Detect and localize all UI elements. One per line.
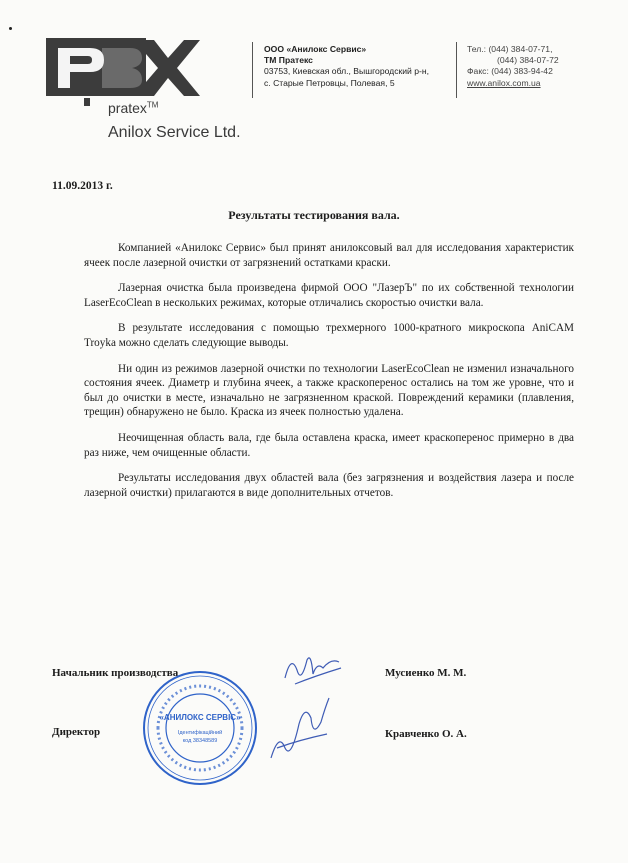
address-line-1: 03753, Киевская обл., Вышгородский р-н, [264, 66, 430, 77]
paragraph: Ни один из режимов лазерной очистки по технологии LaserEcoClean не изменил изначального состояния ячеек. Диаметр и глубина ячеек, а также краскоперенос остались на том же уровне, что и был до очистки в месте, изначально не загрязненном краской. Повреждений керамики (плавления, трещин) обнаружено не было. Краска из ячеек полностью удалена. [84, 362, 574, 419]
stamp-line-2: код 38348589 [182, 738, 218, 744]
scan-speck [9, 27, 12, 30]
website-link[interactable]: www.anilox.com.ua [467, 77, 541, 88]
divider-left [252, 42, 253, 98]
paragraph: Компанией «Анилокс Сервис» был принят анилоксовый вал для исследования характеристик ячеек после лазерной очистки от загрязнений остатками краски. [84, 242, 574, 269]
company-name: ООО «Анилокс Сервис» [264, 44, 367, 54]
phone-1: Тел.: (044) 384-07-71, [467, 44, 553, 54]
company-trademark: ТМ Пратекс [264, 55, 313, 66]
paragraph: Лазерная очистка была произведена фирмой ООО "ЛазерЪ" по их собственной технологии LaserEcoClean в нескольких режимах, которые отличались скоростью очистки вала. [84, 282, 574, 309]
brand-tagline: Anilox Service Ltd. [108, 124, 241, 141]
letter-title: Результаты тестирования вала. [228, 208, 400, 222]
handwritten-signatures [255, 648, 375, 766]
paragraph: В результате исследования с помощью трехмерного 1000-кратного микроскопа AniCAM Troyka можно сделать следующие выводы. [84, 322, 574, 349]
brand-text: pratex [108, 100, 147, 116]
company-block [264, 44, 429, 89]
signature-name-1: Мусиенко М. М. [385, 667, 467, 679]
signature-role-2: Директор [52, 726, 101, 738]
phone-2: (044) 384-07-72 [497, 55, 559, 66]
stamp-center-text: «АНИЛОКС СЕРВІС» [159, 713, 241, 722]
paragraph: Результаты исследования двух областей вала (без загрязнения и воздействия лазера и после лазерной очистки) прилагаются в виде дополнительных отчетов. [84, 472, 574, 499]
signature-name-2: Кравченко О. А. [385, 728, 467, 740]
address-line-2: с. Старые Петровцы, Полевая, 5 [264, 77, 395, 88]
paragraph: Неочищенная область вала, где была оставлена краска, имеет краскоперенос примерно в два раз ниже, чем очищенные области. [84, 431, 574, 459]
brand-tm: TM [146, 100, 159, 110]
signature-role-1: Начальник производства [52, 667, 179, 679]
contacts-block [467, 44, 559, 89]
letter-date: 11.09.2013 г. [52, 180, 113, 192]
company-stamp [140, 668, 260, 788]
brand-name [108, 100, 158, 116]
letter-body [84, 241, 574, 511]
stamp-line-1: Ідентифікаційний [177, 730, 223, 736]
divider-right [456, 42, 457, 98]
fax: Факс: (044) 383-94-42 [467, 66, 553, 77]
